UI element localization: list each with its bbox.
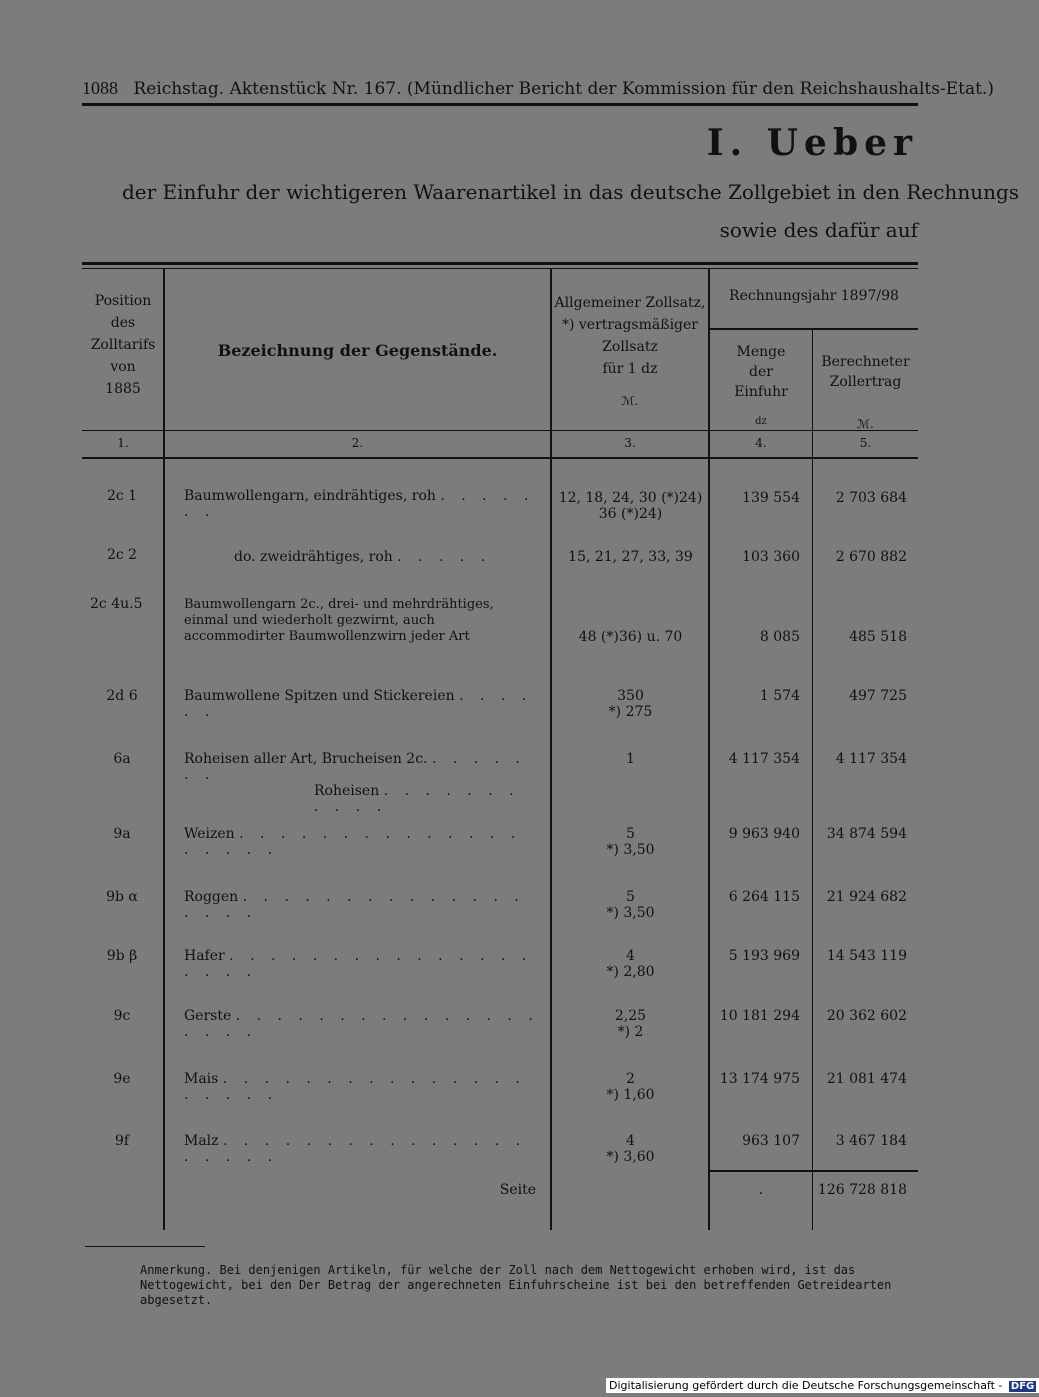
page-title: I. Ueber [706,122,918,164]
colnum-bottom-rule [82,457,918,459]
row-position: 2d 6 [106,688,138,704]
header-year: Rechnungsjahr 1897/98 [729,288,899,304]
row-duty: 20 362 602 [826,1008,907,1024]
row-quantity: 9 963 940 [728,826,800,842]
row-quantity: 5 193 969 [728,948,800,964]
header-rate: Allgemeiner Zollsatz, *) vertragsmäßiger Zollsatz für 1 dz ℳ. [554,295,706,408]
row-duty: 2 703 684 [835,490,907,506]
table-top-rule-thin [82,268,918,269]
row-rate: 4 *) 2,80 [606,948,655,980]
running-header [82,78,994,99]
colnum-3: 3. [624,436,636,450]
digitization-footer [606,1378,1039,1393]
row-quantity: 1 574 [759,688,800,704]
footnote-rule [85,1246,205,1247]
row-description: Mais . . . . . . . . . . . . . . . . . . . . [184,1071,526,1103]
colnum-1: 1. [117,436,129,450]
total-quantity: . [758,1182,764,1198]
subtitle-line-2: sowie des dafür auf [719,218,918,242]
row-quantity: 963 107 [742,1133,800,1149]
footnote: Anmerkung. Bei denjenigen Artikeln, für welche der Zoll nach dem Nettogewicht erhoben wird, ist das Nettogewicht, bei den Der Betrag der angerechneten Einfuhrscheine ist bei den betreffenden Getreidearten abgesetzt. [140,1263,892,1307]
colnum-5: 5. [859,436,872,450]
total-label: Seite [499,1182,536,1198]
header-duty: Berechneter Zollertrag ℳ. [821,354,910,431]
page-number: 1088 [82,78,118,98]
row-description: Weizen . . . . . . . . . . . . . . . . . . . [184,826,522,858]
row-rate: 15, 21, 27, 33, 39 [568,549,693,565]
row-rate: 1 [626,751,635,767]
dfg-logo: DFG [1010,1381,1035,1392]
row-duty: 4 117 354 [835,751,907,767]
row-duty: 14 543 119 [826,948,907,964]
row-quantity: 139 554 [742,490,800,506]
row-position: 9f [114,1133,130,1149]
footer-text: Digitalisierung gefördert durch die Deutsche Forschungsgemeinschaft - [609,1379,1003,1392]
header-rule [82,103,918,106]
header-description: Bezeichnung der Gegenstände. [217,341,498,360]
row-quantity: 103 360 [742,549,800,565]
row-description: Baumwollengarn 2c., drei- und mehrdrähtiges, einmal und wiederholt gezwirnt, auch accommodirter Baumwollenzwirn jeder Art [184,597,494,644]
row-description: Baumwollene Spitzen und Stickereien . . . . . . [184,688,533,720]
row-position: 2c 4u.5 [90,596,143,612]
running-title: Reichstag. Aktenstück Nr. 167. (Mündlicher Bericht der Kommission für den Reichshaushalts-Etat.) [133,79,994,99]
row-position: 9b β [106,948,138,964]
row-description: Gerste . . . . . . . . . . . . . . . . . . . [184,1008,539,1040]
header-quantity: Menge der Einfuhr dz [734,344,788,427]
row-rate: 2 *) 1,60 [606,1071,655,1103]
row-description: Baumwollengarn, eindrähtiges, roh . . . . . . . [184,488,535,520]
colnum-2: 2. [351,436,364,450]
row-duty: 34 874 594 [826,826,907,842]
subtitle-line-1: der Einfuhr der wichtigeren Waarenartikel in das deutsche Zollgebiet in den Rechnungs [122,180,1020,204]
row-rate: 48 (*)36) u. 70 [578,629,683,645]
row-duty: 485 518 [849,629,907,645]
row-duty: 2 670 882 [835,549,907,565]
row-quantity: 13 174 975 [719,1071,800,1087]
col-divider-4 [812,330,813,1230]
row-description: Roggen . . . . . . . . . . . . . . . . . . [184,889,525,921]
row-quantity: 6 264 115 [728,889,800,905]
total-duty: 126 728 818 [817,1182,907,1198]
row-description: Roheisen aller Art, Brucheisen 2c. . . . . . . . Roheisen . . . . . . . . . . . [184,751,527,815]
row-description: Malz . . . . . . . . . . . . . . . . . . . . [184,1133,527,1165]
row-rate: 12, 18, 24, 30 (*)24) 36 (*)24) [558,490,703,522]
year-subheader-rule [709,328,918,330]
row-position: 9b α [106,889,138,905]
row-quantity: 10 181 294 [719,1008,800,1024]
table-top-rule [82,262,918,265]
header-position: Position des Zolltarifs von 1885 [90,293,156,397]
row-rate: 5 *) 3,50 [606,889,655,921]
row-position: 9c [113,1008,131,1024]
row-quantity: 4 117 354 [728,751,800,767]
colnum-4: 4. [755,436,767,450]
row-description: do. zweidrähtiges, roh . . . . . [234,549,492,565]
row-position: 9e [113,1071,131,1087]
col-divider-2 [550,268,552,1230]
row-position: 2c 2 [106,547,138,563]
row-position: 9a [113,826,131,842]
row-quantity: 8 085 [759,629,800,645]
row-description: Hafer . . . . . . . . . . . . . . . . . . . [184,948,533,980]
row-rate: 4 *) 3,60 [606,1133,655,1165]
sum-rule [709,1170,918,1172]
row-rate: 5 *) 3,50 [606,826,655,858]
row-position: 6a [113,751,131,767]
row-duty: 21 924 682 [826,889,907,905]
row-position: 2c 1 [106,488,138,504]
row-duty: 497 725 [849,688,907,704]
row-rate: 350 *) 275 [608,688,653,720]
row-rate: 2,25 *) 2 [614,1008,647,1040]
row-duty: 21 081 474 [826,1071,907,1087]
row-duty: 3 467 184 [835,1133,907,1149]
